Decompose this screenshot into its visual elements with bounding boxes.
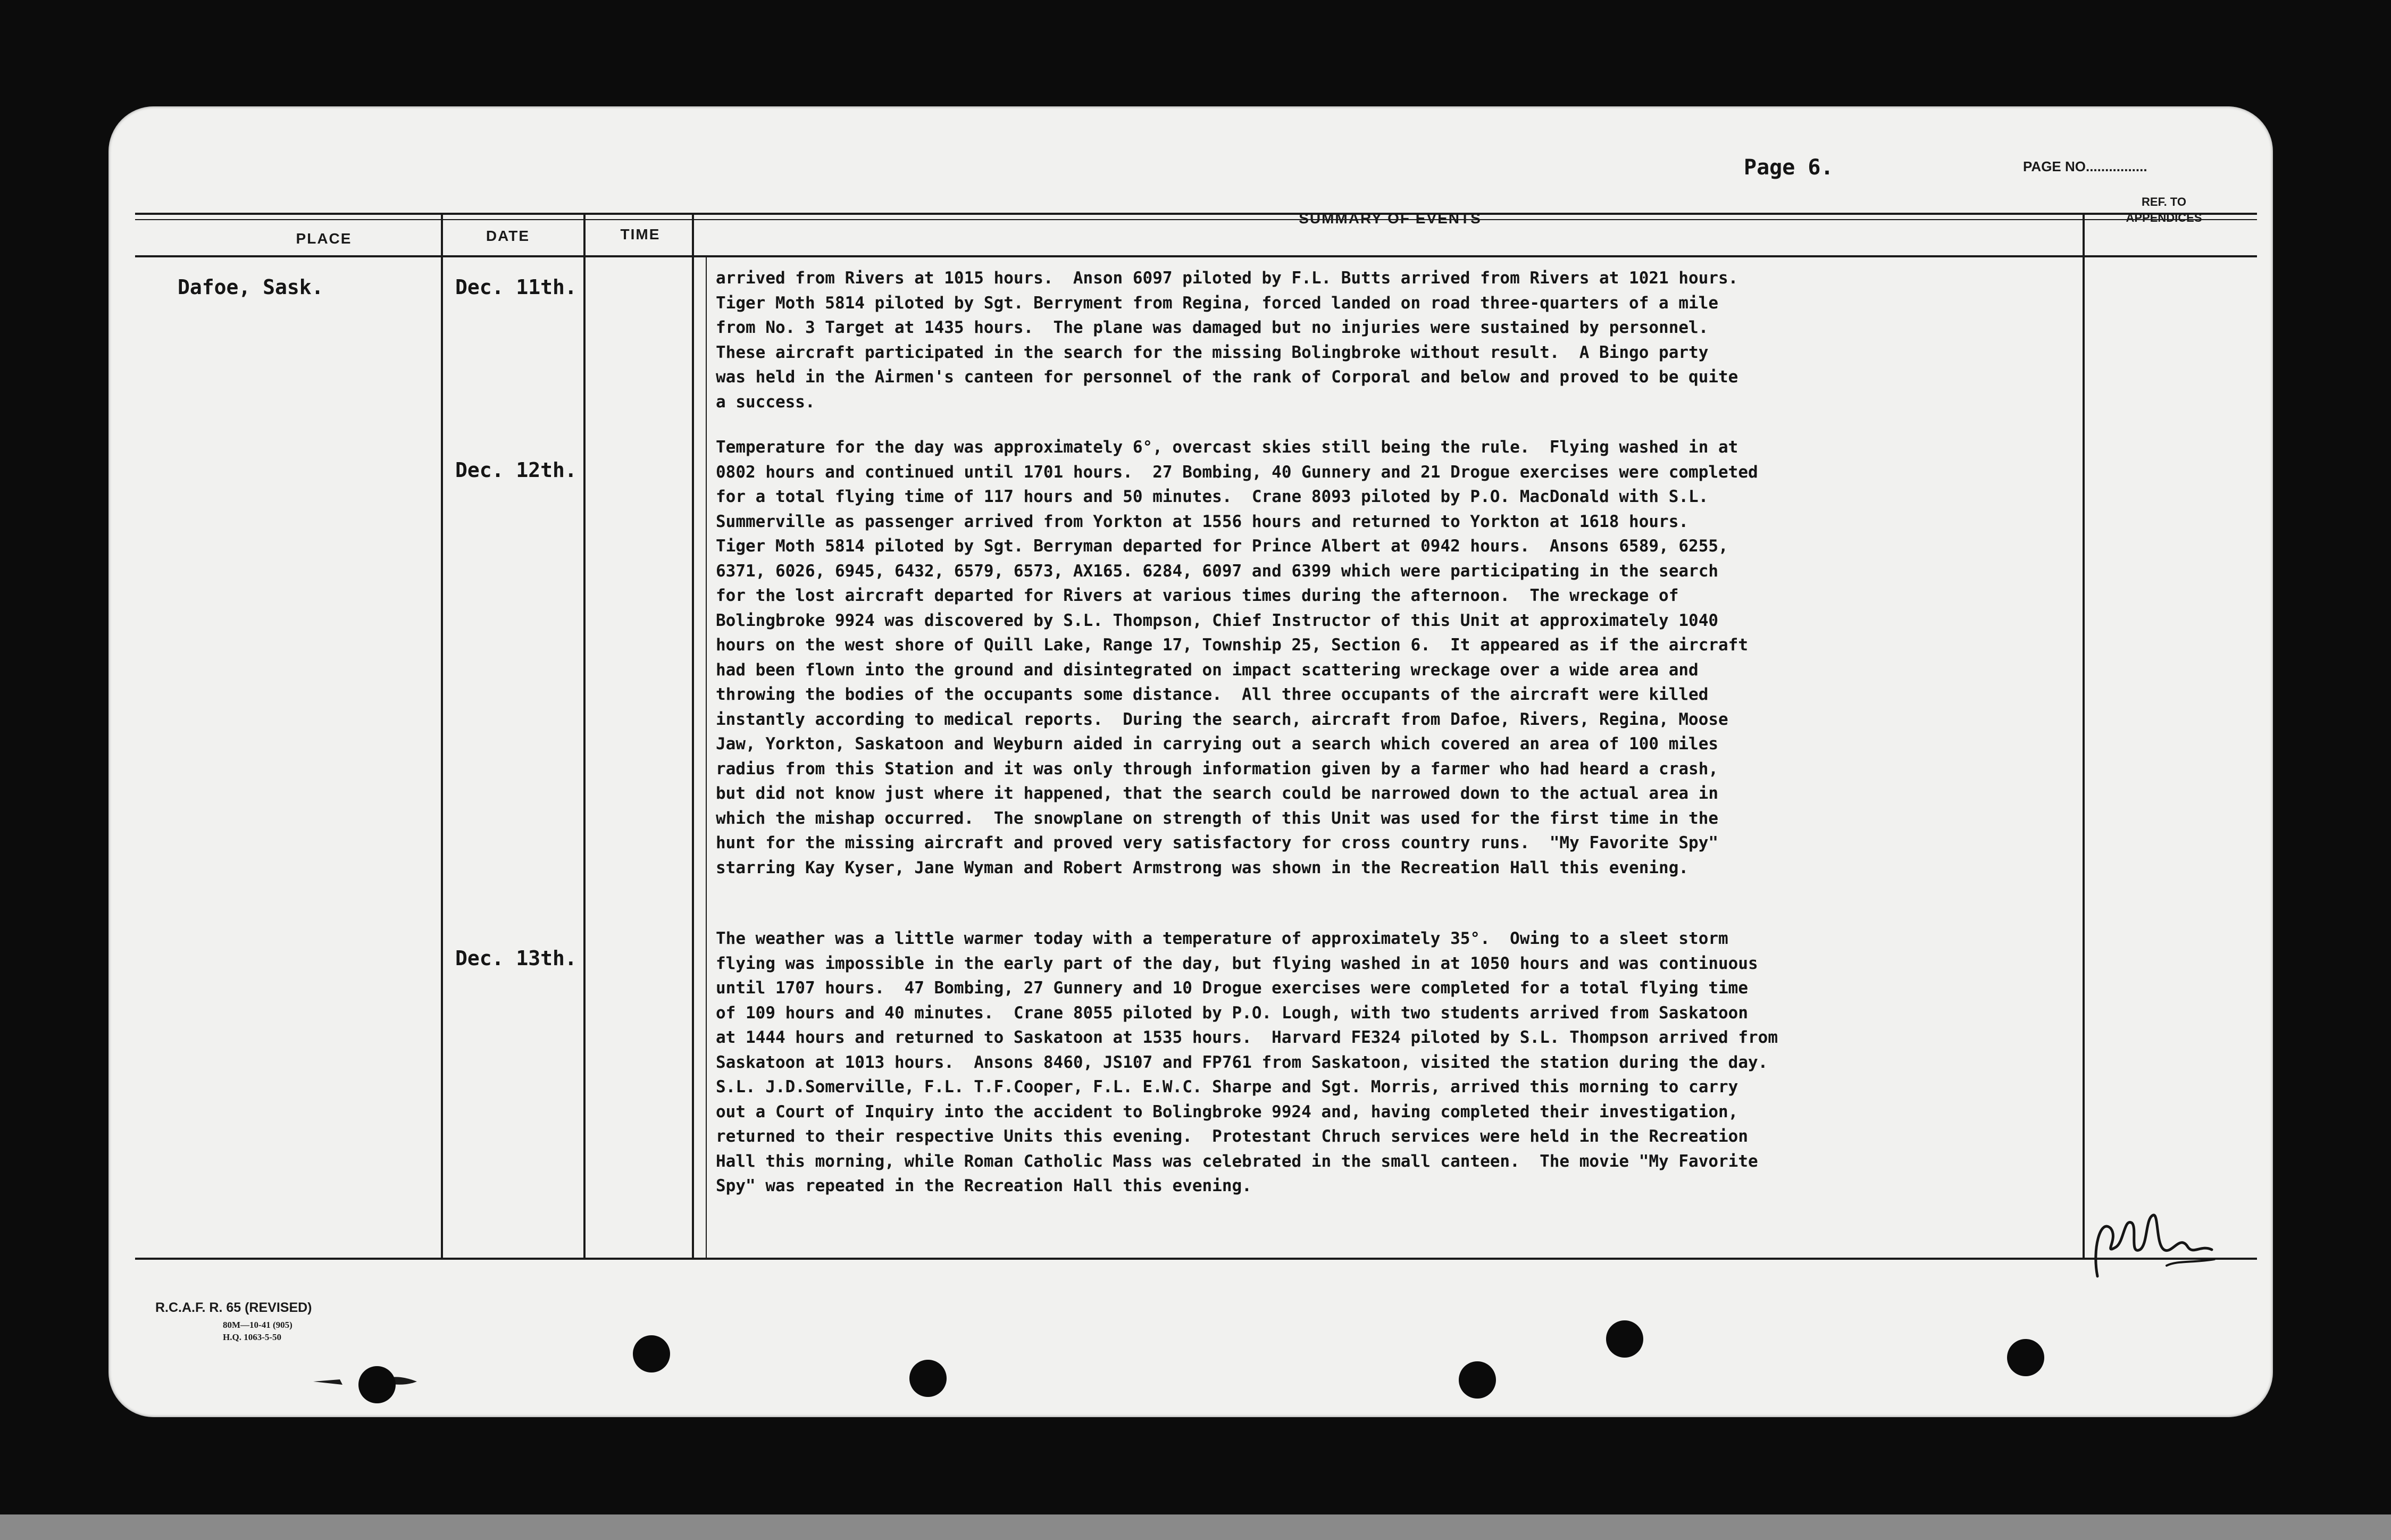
binder-hole-1 [358,1366,396,1403]
diary-form-page [108,106,2273,1417]
header-rule-bottom [135,255,2257,257]
divider-place-date [441,213,443,1258]
page-number-typed: Page 6. [1744,155,1834,180]
column-heading-summary: SUMMARY OF EVENTS [1299,210,1482,227]
form-print-line-1: 80M—10-41 (905) [223,1320,292,1330]
binder-hole-3 [909,1360,947,1397]
form-print-line-2: H.Q. 1063-5-50 [223,1332,282,1342]
column-heading-ref-line1: REF. TO [2142,195,2186,208]
scanner-bed-strip [0,1514,2391,1540]
summary-entry-dec-12: Temperature for the day was approximately 6°, overcast skies still being the rule. Flying washed in at 0802 hours and continued until 1701 hours. 27 Bombing, 40 Gunnery and 21 Drogue exercises were completed for a total flying time of 117 hours and 50 minutes. Crane 8093 piloted by P.O. MacDonald with S.L. Summerville as passenger arrived from Yorkton at 1556 hours and returned to Yorkton at 1618 hours. Tiger Moth 5814 piloted by Sgt. Berryman departed for Prince Albert at 0942 hours. Ansons 6589, 6255, 6371, 6026, 6945, 6432, 6579, 6573, AX165. 6284, 6097 and 6399 which were participating in the search for the lost aircraft departed for Rivers at various times during the afternoon. The wreckage of Bolingbroke 9924 was discovered by S.L. Thompson, Chief Instructor of this Unit at approximately 1040 hours on the west shore of Quill Lake, Range 17, Township 25, Section 6. It appeared as if the aircraft had been flown into the ground and disintegrated on impact scattering wreckage over a wide area and throwing the bodies of the occupants some distance. All three occupants of the aircraft were killed instantly according to medical reports. During the search, aircraft from Dafoe, Rivers, Regina, Moose Jaw, Yorkton, Saskatoon and Weyburn aided in carrying out a search which covered an area of 100 miles radius from this Station and it was only through information given by a farmer who had heard a crash, but did not know just where it happened, that the search could be narrowed down to the actual area in which the mishap occurred. The snowplane on strength of this Unit was used for the first time in the hunt for the missing aircraft and proved very satisfactory for cross country runs. "My Favorite Spy" starring Kay Kyser, Jane Wyman and Robert Armstrong was shown in the Recreation Hall this evening. [716,438,1758,877]
divider-date-time [583,213,586,1258]
divider-summary-inner [706,255,707,1258]
column-heading-date: DATE [486,228,530,244]
binder-hole-5 [1606,1320,1643,1358]
handwritten-initials-icon [2087,1196,2225,1282]
binder-hole-2 [633,1335,670,1372]
summary-entry-dec-13: The weather was a little warmer today with a temperature of approximately 35°. Owing to a sleet storm flying was impossible in the early part of the day, but flying washed in at 1050 hours and was continuous until 1707 hours. 47 Bombing, 27 Gunnery and 10 Drogue exercises were completed for a total flying time of 109 hours and 40 minutes. Crane 8055 piloted by P.O. Lough, with two students arrived from Saskatoon at 1444 hours and returned to Saskatoon at 1535 hours. Harvard FE324 piloted by S.L. Thompson arrived from Saskatoon at 1013 hours. Ansons 8460, JS107 and FP761 from Saskatoon, visited the station during the day. S.L. J.D.Somerville, F.L. T.F.Cooper, F.L. E.W.C. Sharpe and Sgt. Morris, arrived this morning to carry out a Court of Inquiry into the accident to Bolingbroke 9924 and, having completed their investigation, returned to their respective Units this evening. Protestant Chruch services were held in the Recreation Hall this morning, while Roman Catholic Mass was celebrated in the small canteen. The movie "My Favorite Spy" was repeated in the Recreation Hall this evening. [716,929,1778,1195]
footer-rule [135,1258,2257,1260]
divider-time-summary [692,213,694,1258]
place-value: Dafoe, Sask. [178,275,324,299]
binder-hole-6 [2007,1339,2044,1376]
column-heading-place: PLACE [296,230,352,247]
divider-summary-ref [2083,213,2085,1258]
date-dec-13: Dec. 13th. [455,947,577,970]
form-identifier: R.C.A.F. R. 65 (REVISED) [155,1300,312,1315]
page-number-label: PAGE NO................ [2023,158,2147,174]
date-dec-11: Dec. 11th. [455,275,577,299]
date-dec-12: Dec. 12th. [455,458,577,482]
summary-entry-dec-11: arrived from Rivers at 1015 hours. Anson 6097 piloted by F.L. Butts arrived from Rivers at 1021 hours. Tiger Moth 5814 piloted by Sgt. Berryment from Regina, forced landed on road three-quarters of a mile from No. 3 Target at 1435 hours. The plane was damaged but no injuries were sustained by personnel. These aircraft participated in the search for the missing Bolingbroke without result. A Bingo party was held in the Airmen's canteen for personnel of the rank of Corporal and below and proved to be quite a success. [716,269,1738,412]
column-heading-time: TIME [620,226,661,242]
column-heading-ref-line2: APPENDICES [2126,211,2202,224]
binder-hole-4 [1459,1361,1496,1399]
